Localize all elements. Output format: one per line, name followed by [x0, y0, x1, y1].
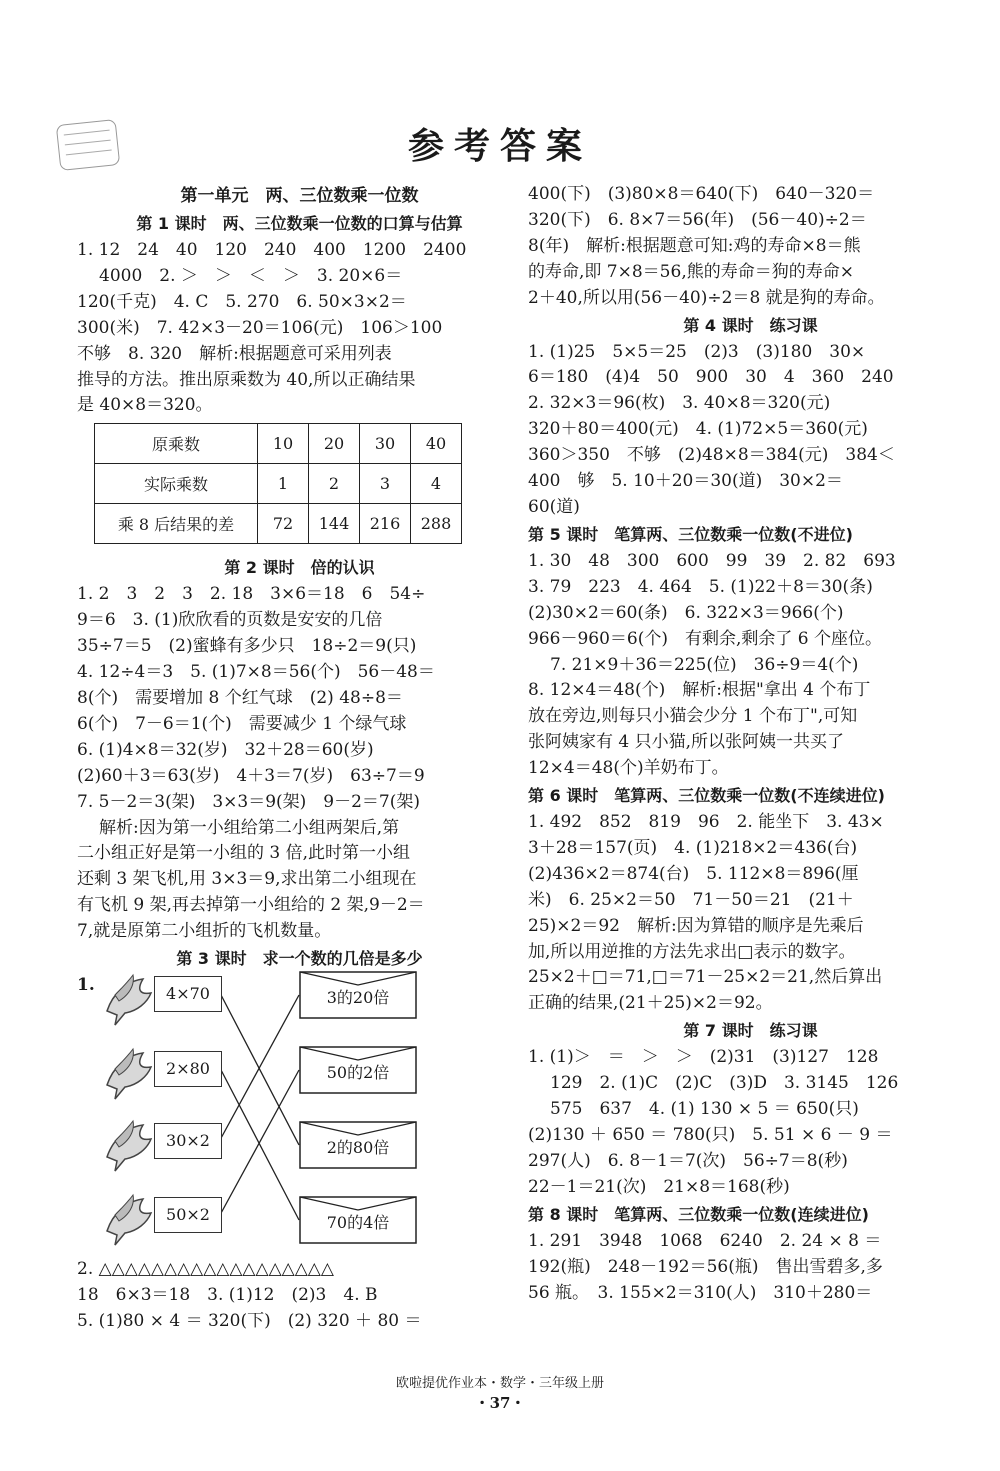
text-line: 1. (1)25 5×5＝25 (2)3 (3)180 30×: [528, 341, 866, 362]
table-cell: 144: [309, 504, 360, 544]
text-line: 25)×2＝92 解析:因为算错的顺序是先乘后: [528, 915, 864, 936]
text-line: 400(下) (3)80×8＝640(下) 640－320＝: [528, 184, 875, 204]
question-number: 1.: [77, 975, 95, 996]
text-line: 22－1＝21(次) 21×8＝168(秒): [528, 1176, 790, 1197]
text-line: 2. 32×3＝96(枚) 3. 40×8＝320(元): [528, 393, 831, 414]
text-line: 1. 2 3 2 3 2. 18 3×6＝18 6 54÷: [77, 584, 426, 605]
page-number: ・37・: [474, 1394, 526, 1412]
lesson-6-title: 第 6 课时 笔算两、三位数乘一位数(不连续进位): [528, 786, 885, 806]
text-line: 575 637 4. (1) 130 × 5 ＝ 650(只): [550, 1099, 859, 1120]
text-line: 120(千克) 4. C 5. 270 6. 50×3×2＝: [77, 291, 407, 312]
right-column: [528, 182, 973, 1306]
text-line: 加,所以用逆推的方法先求出□表示的数字。: [528, 941, 856, 962]
text-line: (2)30×2＝60(条) 6. 322×3＝966(个): [528, 602, 844, 623]
table-cell: 2: [309, 464, 360, 504]
left-column: [77, 182, 522, 1335]
envelope-label: 50的2倍: [326, 1063, 390, 1083]
text-line: 张阿姨家有 4 只小猫,所以张阿姨一共买了: [528, 732, 845, 753]
text-line: 放在旁边,则每只小猫会少分 1 个布丁",可知: [528, 706, 858, 727]
text-line: (2)60＋3＝63(岁) 4＋3＝7(岁) 63÷7＝9: [77, 765, 425, 786]
text-line: 360＞350 不够 (2)48×8＝384(元) 384＜: [528, 445, 895, 466]
lesson-7-title: 第 7 课时 练习课: [683, 1021, 818, 1041]
text-line: 6＝180 (4)4 50 900 30 4 360 240: [528, 367, 894, 388]
text-line: 9＝6 3. (1)欣欣看的页数是安安的几倍: [77, 610, 383, 631]
envelope-label: 70的4倍: [326, 1213, 390, 1233]
text-line: 3＋28＝157(页) 4. (1)218×2＝436(台): [528, 837, 858, 858]
text-line: (2)436×2＝874(台) 5. 112×8＝896(厘: [528, 863, 859, 884]
text-line: 4000 2. ＞ ＞ ＜ ＞ 3. 20×6＝: [99, 265, 403, 286]
table-cell: 30: [360, 424, 411, 464]
envelope: [299, 1046, 417, 1094]
table-cell: 3: [360, 464, 411, 504]
text-line: 129 2. (1)C (2)C (3)D 3. 3145 126: [550, 1073, 899, 1094]
text-line: 1. 12 24 40 120 240 400 1200 2400: [77, 240, 467, 260]
text-line: 297(人) 6. 8－1＝7(次) 56÷7＝8(秒): [528, 1150, 848, 1171]
text-line: 8(个) 需要增加 8 个红气球 (2) 48÷8＝: [77, 687, 403, 708]
multiplier-table: [94, 423, 462, 544]
text-line: 6. (1)4×8＝32(岁) 32＋28＝60(岁): [77, 739, 374, 760]
text-line: 56 瓶。 3. 155×2＝310(人) 310＋280＝: [528, 1282, 873, 1303]
envelope-label: 2的80倍: [326, 1138, 390, 1158]
expression-box: 2×80: [154, 1051, 222, 1087]
text-line: (2)130 ＋ 650 ＝ 780(只) 5. 51 × 6 － 9 ＝: [528, 1125, 893, 1145]
text-line: 6(个) 7－6＝1(个) 需要减少 1 个绿气球: [77, 713, 407, 734]
text-line: 192(瓶) 248－192＝56(瓶) 售出雪碧多,多: [528, 1256, 883, 1277]
text-line: 1. 291 3948 1068 6240 2. 24 × 8 ＝: [528, 1230, 882, 1251]
lesson-4-title: 第 4 课时 练习课: [683, 315, 818, 335]
expression-box: 4×70: [154, 976, 222, 1012]
expression-box: 50×2: [154, 1197, 222, 1233]
analysis-line: 7,就是原第二小组折的飞机数量。: [77, 921, 332, 942]
table-cell: 4: [411, 464, 462, 504]
text-line: 3. 79 223 4. 464 5. (1)22＋8＝30(条): [528, 576, 873, 597]
text-line: 25×2＋□＝71,□＝71－25×2＝21,然后算出: [528, 967, 883, 988]
text-line: 1. (1)＞ ＝ ＞ ＞ (2)31 (3)127 128: [528, 1047, 879, 1068]
text-line: 8(年) 解析:根据题意可知:鸡的寿命×8＝熊: [528, 235, 861, 256]
lesson-1-title: 第 1 课时 两、三位数乘一位数的口算与估算: [136, 214, 463, 233]
table-cell: 20: [309, 424, 360, 464]
table-row: [95, 504, 462, 544]
text-line: 60(道): [528, 496, 580, 517]
text-line: 1. 30 48 300 600 99 39 2. 82 693: [528, 550, 896, 571]
matching-exercise: [77, 975, 522, 1285]
unit-heading: 第一单元 两、三位数乘一位数: [180, 186, 419, 206]
envelope: [299, 1121, 417, 1169]
table-row: [95, 464, 462, 504]
text-line: 4. 12÷4＝3 5. (1)7×8＝56(个) 56－48＝: [77, 662, 435, 683]
table-cell: 216: [360, 504, 411, 544]
expression-box: 30×2: [154, 1123, 222, 1159]
text-line: 18 6×3＝18 3. (1)12 (2)3 4. B: [77, 1284, 378, 1305]
text-line: 320(下) 6. 8×7＝56(年) (56－40)÷2＝: [528, 209, 867, 230]
table-cell: 实际乘数: [95, 464, 258, 504]
analysis-line: 解析:因为第一小组给第二小组两架后,第: [99, 817, 400, 838]
table-row: [95, 424, 462, 464]
lesson-3-title: 第 3 课时 求一个数的几倍是多少: [176, 949, 423, 969]
table-cell: 乘 8 后结果的差: [95, 504, 258, 544]
footer-book-title: 欧啦提优作业本・数学・三年级上册: [395, 1376, 604, 1391]
envelope-label: 3的20倍: [326, 988, 390, 1008]
text-line: 7. 21×9＋36＝225(位) 36÷9＝4(个): [550, 654, 859, 675]
text-line: 米) 6. 25×2＝50 71－50＝21 (21＋: [528, 889, 854, 910]
table-cell: 10: [258, 424, 309, 464]
lesson-8-title: 第 8 课时 笔算两、三位数乘一位数(连续进位): [528, 1204, 869, 1224]
lesson-2-title: 第 2 课时 倍的认识: [224, 558, 375, 578]
lesson-5-title: 第 5 课时 笔算两、三位数乘一位数(不进位): [528, 524, 853, 544]
text-line: 不够 8. 320 解析:根据题意可采用列表: [77, 343, 392, 364]
analysis-line: 还剩 3 架飞机,用 3×3＝9,求出第二小组现在: [77, 869, 417, 890]
text-line: 1. 492 852 819 96 2. 能坐下 3. 43×: [528, 812, 884, 833]
text-line: 的寿命,即 7×8＝56,熊的寿命＝狗的寿命×: [528, 261, 854, 282]
text-line: 300(米) 7. 42×3－20＝106(元) 106＞100: [77, 317, 443, 338]
text-line: 8. 12×4＝48(个) 解析:根据"拿出 4 个布丁: [528, 680, 871, 701]
table-cell: 40: [411, 424, 462, 464]
envelope: [299, 971, 417, 1019]
text-line: 是 40×8＝320。: [77, 395, 213, 416]
text-line: 12×4＝48(个)羊奶布丁。: [528, 758, 729, 779]
text-line: 2. △△△△△△△△△△△△△△△△△△: [77, 1259, 334, 1280]
table-cell: 288: [411, 504, 462, 544]
analysis-line: 有飞机 9 架,再去掉第一小组给的 2 架,9－2＝: [77, 895, 425, 916]
text-line: 7. 5－2＝3(架) 3×3＝9(架) 9－2＝7(架): [77, 791, 421, 812]
table-cell: 原乘数: [95, 424, 258, 464]
text-line: 推导的方法。推出原乘数为 40,所以正确结果: [77, 369, 416, 390]
text-line: 320＋80＝400(元) 4. (1)72×5＝360(元): [528, 419, 868, 440]
envelope: [299, 1196, 417, 1244]
text-line: 966－960＝6(个) 有剩余,剩余了 6 个座位。: [528, 628, 883, 649]
analysis-line: 二小组正好是第一小组的 3 倍,此时第一小组: [77, 843, 411, 864]
text-line: 2＋40,所以用(56－40)÷2＝8 就是狗的寿命。: [528, 287, 885, 308]
page-title: 参考答案: [407, 126, 592, 167]
table-cell: 72: [258, 504, 309, 544]
text-line: 400 够 5. 10＋20＝30(道) 30×2＝: [528, 471, 843, 492]
text-line: 5. (1)80 × 4 ＝ 320(下) (2) 320 ＋ 80 ＝: [77, 1310, 422, 1331]
text-line: 35÷7＝5 (2)蜜蜂有多少只 18÷2＝9(只): [77, 636, 417, 657]
text-line: 正确的结果,(21＋25)×2＝92。: [528, 993, 773, 1014]
table-cell: 1: [258, 464, 309, 504]
